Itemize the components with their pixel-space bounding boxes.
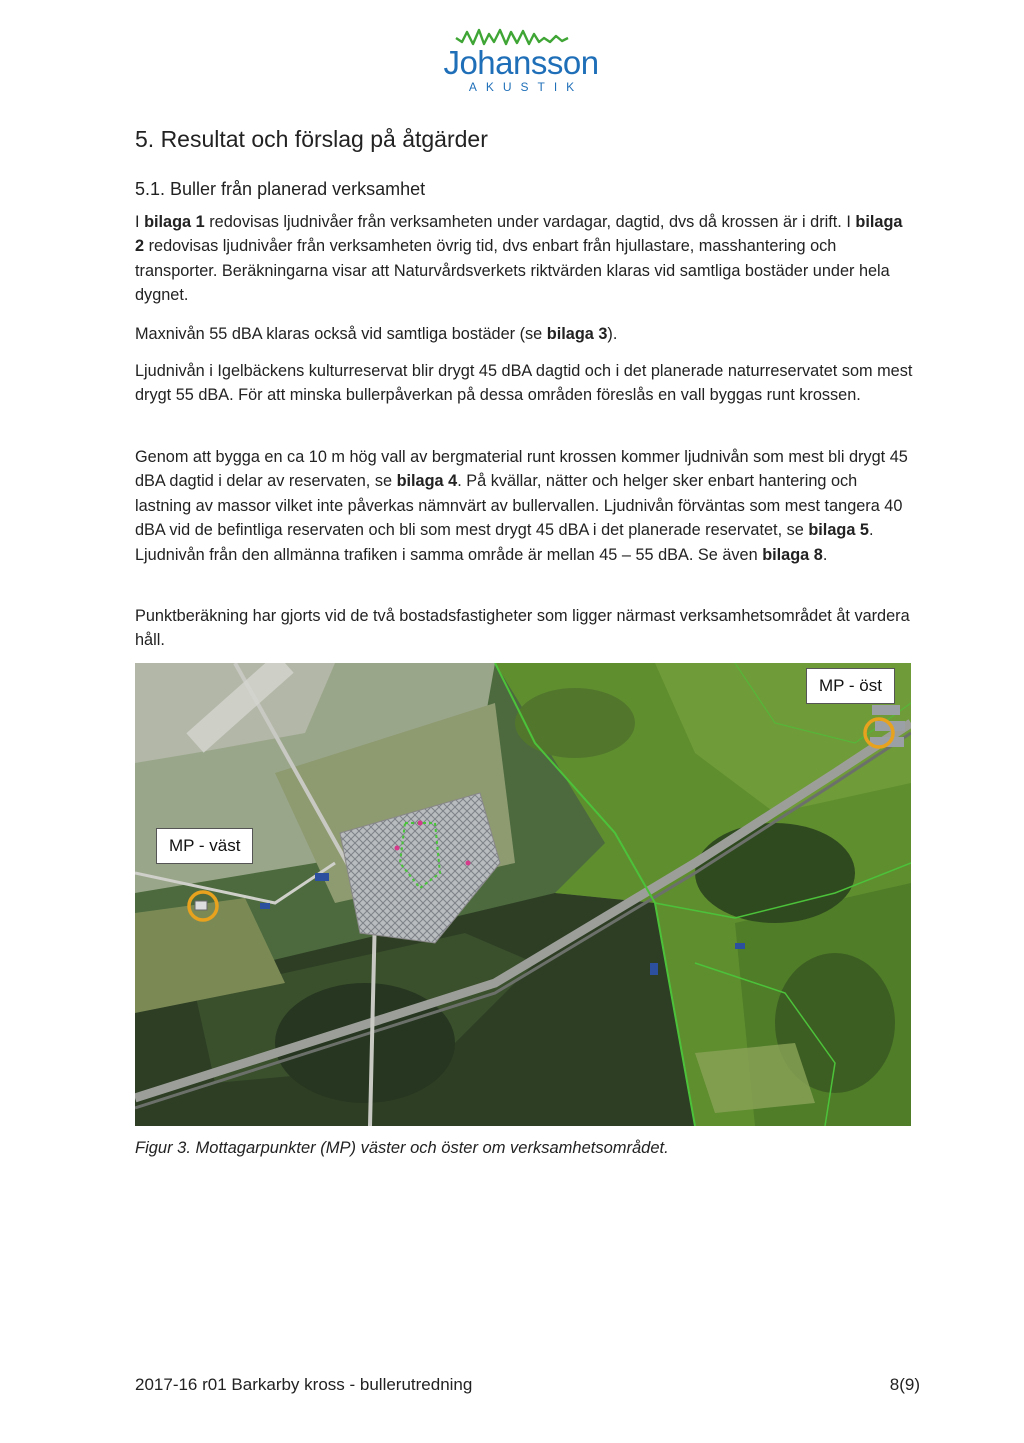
paragraph-text: Maxnivån 55 dBA klaras också vid samtliga bostäder (se [135, 325, 547, 343]
logo-subtitle: AKUSTIK [468, 80, 584, 94]
section-heading: 5. Resultat och förslag på åtgärder [135, 126, 488, 152]
appendix-reference: bilaga 8 [762, 545, 823, 564]
paragraph-text: Punktberäkning har gjorts vid de två bostadsfastigheter som ligger närmast verksamhetsområdet åt vardera håll. [135, 607, 910, 650]
paragraph-text: Ljudnivån i Igelbäckens kulturreservat blir drygt 45 dBA dagtid och i det planerade naturreservatet som mest drygt 55 dBA. För att minska bullerpåverkan på dessa områden föreslås en vall byggas runt krossen. [135, 362, 913, 405]
paragraph-text: . På kvällar, nätter och helger sker enbart hantering och lastning av massor vilket inte påverkas nämnvärt av bullervallen. Ljudnivån förväntas som mest tangera 40 dBA vid de befintliga reservaten och bli som mest drygt 45 dBA i det planerade reservatet, se [135, 472, 903, 540]
paragraph-text: redovisas ljudnivåer från verksamheten övrig tid, dvs enbart från hjullastare, masshantering och transporter. Beräkningarna visar att Naturvårdsverkets riktvärden klaras vid samtliga bostäder under hela dygnet. [135, 237, 890, 305]
appendix-reference: bilaga 3 [546, 325, 608, 343]
paragraph-text: ). [607, 325, 618, 343]
appendix-reference: bilaga 4 [396, 472, 458, 491]
footer-page-number: 8(9) [889, 1375, 920, 1394]
paragraph-text: Genom att bygga en ca 10 m hög vall av bergmaterial runt krossen kommer ljudnivån som mest bli drygt 45 dBA dagtid i delar av reservaten, se [135, 448, 908, 491]
paragraph-5 [135, 604, 913, 653]
paragraph-1 [135, 210, 913, 308]
appendix-reference: bilaga 5 [808, 521, 869, 540]
paragraph-text: I [135, 213, 145, 231]
footer-document-title: 2017-16 r01 Barkarby kross - bullerutredning [135, 1375, 473, 1394]
appendix-reference: bilaga 1 [144, 213, 205, 231]
subsection-heading: 5.1. Buller från planerad verksamhet [135, 179, 426, 199]
company-logo [436, 26, 606, 110]
paragraph-4 [135, 445, 913, 567]
paragraph-text: . [822, 545, 828, 564]
logo-name: Johansson [443, 44, 599, 81]
paragraph-2 [135, 322, 913, 346]
mp-ost-label: MP - öst [806, 668, 895, 704]
figure-caption: Figur 3. Mottagarpunkter (MP) väster och öster om verksamhetsområdet. [135, 1139, 669, 1157]
paragraph-text: redovisas ljudnivåer från verksamheten under vardagar, dagtid, dvs då krossen är i drift. I [204, 213, 856, 231]
paragraph-text: . Ljudnivån från den allmänna trafiken i samma område är mellan 45 – 55 dBA. Se även [135, 521, 874, 564]
paragraph-3 [135, 359, 913, 408]
aerial-map [135, 663, 911, 1126]
appendix-reference: bilaga 2 [135, 213, 903, 256]
mp-vast-label: MP - väst [156, 828, 253, 864]
aerial-photo [135, 663, 911, 1126]
